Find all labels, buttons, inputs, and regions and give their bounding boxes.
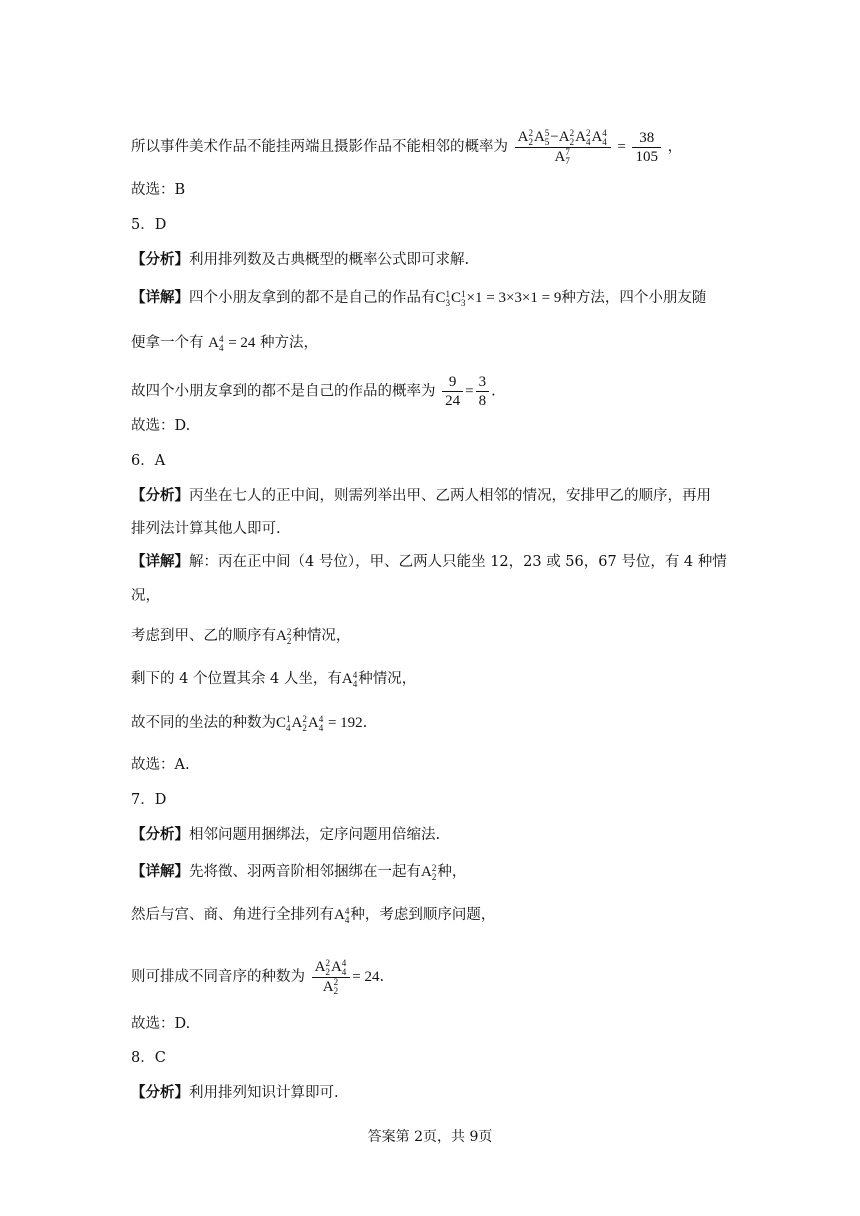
text: 相邻问题用捆绑法，定序问题用倍缩法. — [189, 827, 441, 843]
text: 种，考虑到顺序问题， — [350, 907, 496, 923]
sym: A — [314, 959, 326, 975]
sym: A — [276, 628, 287, 644]
question-number: 8．C — [131, 1050, 166, 1066]
analysis-line-cont: 排列法计算其他人即可. — [131, 521, 281, 537]
sym: A — [533, 129, 545, 145]
text: 考虑到甲、乙的顺序有 — [131, 628, 276, 644]
probability-line — [131, 373, 496, 410]
text: 四个小朋友拿到的都不是自己的作品有 — [189, 290, 436, 306]
sym: A — [591, 129, 603, 145]
probability-fraction: A 2 2 A 5 5 −A 2 2 A 2 4 A 4 4 A 7 7 — [515, 128, 611, 166]
sym: −A — [550, 129, 570, 145]
math: = 192 — [327, 715, 363, 731]
detail-line-cont: 然后与宫、商、角进行全排列有A 4 4 种，考虑到顺序问题， — [131, 905, 496, 925]
text: 便拿一个有 — [131, 335, 204, 351]
text: 种， — [437, 864, 467, 880]
text: 利用排列知识计算即可. — [189, 1085, 339, 1101]
text: 种情况， — [358, 671, 417, 687]
fraction — [476, 373, 490, 410]
text: 故不同的坐法的种数为 — [131, 715, 276, 731]
question-number: 5．D — [131, 217, 167, 233]
text: 则可排成不同音序的种数为 — [131, 969, 305, 986]
answer-line: 故选：D. — [131, 418, 191, 434]
detail-line — [131, 552, 727, 572]
num: 9 — [442, 373, 463, 392]
question-number: 7．D — [131, 792, 167, 808]
detail-line-cont: 便拿一个有 A 4 4 = 24 种方法， — [131, 333, 319, 353]
detail-line-total: 故不同的坐法的种数为C 1 4 A 2 2 A 4 4 = 192. — [131, 713, 368, 733]
sym: A — [322, 978, 334, 995]
math: ×1 = 3×3×1 = 9 — [466, 290, 562, 306]
num: 38 — [632, 129, 661, 148]
num: 3 — [476, 373, 490, 392]
analysis-line — [131, 825, 440, 845]
text: 故四个小朋友拿到的都不是自己的作品的概率为 — [131, 383, 436, 400]
text: 解：丙在正中间（4 号位），甲、乙两人只能坐 12，23 或 56，67 号位，有 4 种情 — [189, 554, 727, 570]
sym: A — [330, 959, 342, 975]
den: 105 — [635, 148, 658, 165]
fraction — [442, 373, 463, 410]
tag: 【分析】 — [131, 251, 189, 268]
analysis-line — [131, 250, 469, 270]
text: 剩下的 4 个位置其余 4 人坐，有 — [131, 671, 342, 687]
detail-line-cont: 况， — [131, 588, 160, 604]
analysis-line — [131, 1083, 339, 1103]
text: 种情况， — [292, 628, 351, 644]
detail-line-rest: 剩下的 4 个位置其余 4 人坐，有A 4 4 种情况， — [131, 669, 417, 689]
text: 种方法， — [260, 335, 319, 351]
sym: A — [307, 715, 319, 731]
sym: A — [341, 671, 353, 687]
text: 先将徵、羽两音阶相邻捆绑在一起有 — [189, 864, 421, 880]
sym: A — [517, 129, 529, 145]
sym: A — [291, 715, 303, 731]
text: . — [362, 715, 368, 731]
text: 所以事件美术作品不能挂两端且摄影作品不能相邻的概率为 — [131, 139, 508, 156]
detail-line-result — [131, 958, 384, 996]
detail-line: 【详解】四个小朋友拿到的都不是自己的作品有C 1 3 C 1 3 ×1 = 3×3×1 = 9种方法，四个小朋友随 — [131, 288, 707, 308]
sym: C — [451, 290, 462, 306]
detail-line: 【详解】先将徵、羽两音阶相邻捆绑在一起有A 2 2 种， — [131, 862, 467, 882]
text: . — [379, 969, 385, 986]
tag: 【详解】 — [131, 289, 189, 306]
tag: 【分析】 — [131, 487, 189, 504]
answer-line: 故选：B — [131, 182, 186, 198]
sym: C — [276, 715, 287, 731]
tag: 【详解】 — [131, 553, 189, 570]
sym: A — [575, 129, 586, 145]
text: 然后与宫、商、角进行全排列有 — [131, 907, 334, 923]
math: = 24 — [352, 969, 380, 986]
den: 8 — [478, 393, 487, 409]
page-footer: 答案第 2页，共 9页 — [367, 1129, 493, 1145]
equals: = — [617, 139, 626, 156]
sym: A — [208, 335, 219, 351]
sym: A — [421, 864, 432, 880]
answer-line: 故选：D. — [131, 1016, 191, 1032]
sym: C — [435, 290, 446, 306]
tag: 【分析】 — [131, 1084, 189, 1101]
den: 24 — [445, 393, 461, 409]
text: 种方法，四个小朋友随 — [561, 290, 707, 306]
question-number: 6．A — [131, 453, 166, 469]
sym: A — [554, 148, 566, 165]
fraction: A 2 2 A 4 4 A 2 2 — [312, 958, 351, 996]
analysis-line — [131, 486, 711, 506]
tag: 【分析】 — [131, 826, 189, 843]
equals: = — [465, 383, 474, 400]
sym: A — [334, 907, 345, 923]
text: 丙坐在七人的正中间，则需列举出甲、乙两人相邻的情况，安排甲乙的顺序，再用 — [189, 488, 711, 504]
conclusion-line — [131, 128, 682, 166]
tag: 【详解】 — [131, 863, 189, 880]
detail-line-order: 考虑到甲、乙的顺序有A 2 2 种情况， — [131, 626, 351, 646]
result-fraction — [632, 129, 661, 166]
answer-line: 故选：A. — [131, 757, 190, 773]
math: = 24 — [228, 335, 256, 351]
text: 利用排列数及古典概型的概率公式即可求解. — [189, 252, 470, 268]
text: . — [491, 383, 496, 400]
text: ， — [667, 139, 683, 156]
